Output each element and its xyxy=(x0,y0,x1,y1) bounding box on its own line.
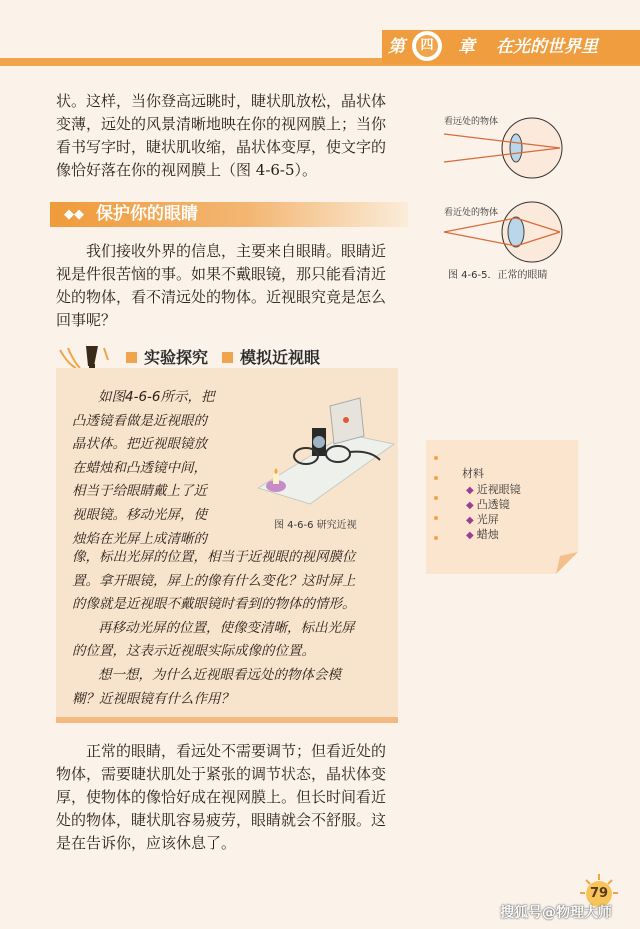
text-line: 物体，需要睫状肌处于紧张的调节状态，晶状体变 xyxy=(56,765,387,783)
square-bullet-icon xyxy=(222,352,233,363)
text-line: 状。这样，当你登高远眺时，睫状肌放松，晶状体 xyxy=(56,92,387,110)
experiment-title: 模拟近视眼 xyxy=(240,348,321,367)
diamond-icon: ◆◆ xyxy=(64,207,84,222)
text-line: 像，标出光屏的位置，相当于近视眼的视网膜位 xyxy=(72,549,356,565)
text-line: 变薄，远处的风景清晰地映在你的视网膜上；当你 xyxy=(56,115,387,133)
section-title: 保护你的眼睛 xyxy=(96,204,198,224)
materials-item-label: 凸透镜 xyxy=(476,498,510,511)
near-object-label: 看近处的物体 xyxy=(444,208,499,218)
chapter-number-badge xyxy=(412,31,442,61)
text-line: 的像就是近视眼不戴眼镜时看到的物体的情形。 xyxy=(72,596,356,613)
text-line: 晶状体。把近视眼镜放 xyxy=(72,436,207,453)
materials-item xyxy=(466,496,510,512)
text-line: 糊？近视眼镜有什么作用？ xyxy=(72,690,234,707)
text-line: 想一想，为什么近视眼看远处的物体会模 xyxy=(98,666,341,683)
eye-near-diagram xyxy=(430,196,570,270)
far-object-label: 看远处的物体 xyxy=(444,117,499,127)
text-line: 看书写字时，睫状肌收缩，晶状体变厚，使文字的 xyxy=(56,138,387,156)
materials-item xyxy=(466,481,521,497)
text-line: 凸透镜看做是近视眼的 xyxy=(72,412,207,429)
experiment-box-bottom-rule xyxy=(56,717,398,723)
chapter-prefix: 第 xyxy=(388,37,405,57)
text-line: 烛焰在光屏上成清晰的 xyxy=(72,530,207,547)
experiment-text-narrow xyxy=(72,386,262,551)
experiment-photo xyxy=(250,396,398,506)
text-line: 处的物体，看不清远处的物体。近视眼究竟是怎么 xyxy=(56,288,387,306)
text-line: 是在告诉你，应该休息了。 xyxy=(56,834,237,852)
text-line: 回事呢？ xyxy=(56,311,117,329)
text-line: 处的物体，睫状肌容易疲劳，眼睛就会不舒服。这 xyxy=(56,811,387,829)
intro-paragraph xyxy=(56,90,408,182)
materials-title: 材料 xyxy=(462,467,484,480)
text-line: 我们接收外界的信息，主要来自眼睛。眼睛近 xyxy=(86,242,387,260)
chapter-number: 四 xyxy=(416,35,438,57)
text-line: 视是件很苦恼的事。如果不戴眼镜，那只能看清近 xyxy=(56,265,387,283)
diamond-icon: ◆ xyxy=(466,485,474,496)
text-line: 再移动光屏的位置，使像变清晰，标出光屏 xyxy=(98,619,355,636)
text-line: 厚，使物体的像恰好成在视网膜上。但长时间看近 xyxy=(56,788,387,806)
text-line: 如图4-6-6所示，把 xyxy=(98,389,215,405)
chapter-title: 在光的世界里 xyxy=(496,37,598,57)
materials-item-label: 近视眼镜 xyxy=(476,483,521,496)
eye-far-diagram xyxy=(430,112,570,186)
experiment-text-wide xyxy=(72,546,390,711)
eye-figure-caption: 图 4-6-5．正常的眼睛 xyxy=(448,270,548,281)
materials-item xyxy=(466,526,499,542)
diamond-icon: ◆ xyxy=(466,530,474,541)
diamond-icon: ◆ xyxy=(466,515,474,526)
materials-item xyxy=(466,511,499,527)
text-line: 像恰好落在你的视网膜上（图 4-6-5）。 xyxy=(56,161,318,179)
text-line: 正常的眼睛，看远处不需要调节；但看近处的 xyxy=(86,742,387,760)
square-bullet-icon xyxy=(126,352,137,363)
text-line: 视眼镜。移动光屏，使 xyxy=(72,506,207,523)
experiment-figure-caption: 图 4-6-6 研究近视 xyxy=(274,520,357,531)
text-line: 相当于给眼睛戴上了近 xyxy=(72,483,207,500)
materials-item-label: 蜡烛 xyxy=(476,528,499,541)
experiment-label: 实验探究 xyxy=(144,348,209,367)
page-number: 79 xyxy=(589,886,609,901)
text-line: 的位置，这表示近视眼实际成像的位置。 xyxy=(72,643,315,660)
section-paragraph xyxy=(56,240,408,332)
watermark: 搜狐号@物理大师 xyxy=(500,905,612,921)
chapter-suffix: 章 xyxy=(458,37,475,57)
materials-item-label: 光屏 xyxy=(476,513,499,526)
diamond-icon: ◆ xyxy=(466,500,474,511)
text-line: 置。拿开眼镜，屏上的像有什么变化？这时屏上 xyxy=(72,572,356,589)
closing-paragraph xyxy=(56,740,408,855)
text-line: 在蜡烛和凸透镜中间， xyxy=(72,459,207,476)
